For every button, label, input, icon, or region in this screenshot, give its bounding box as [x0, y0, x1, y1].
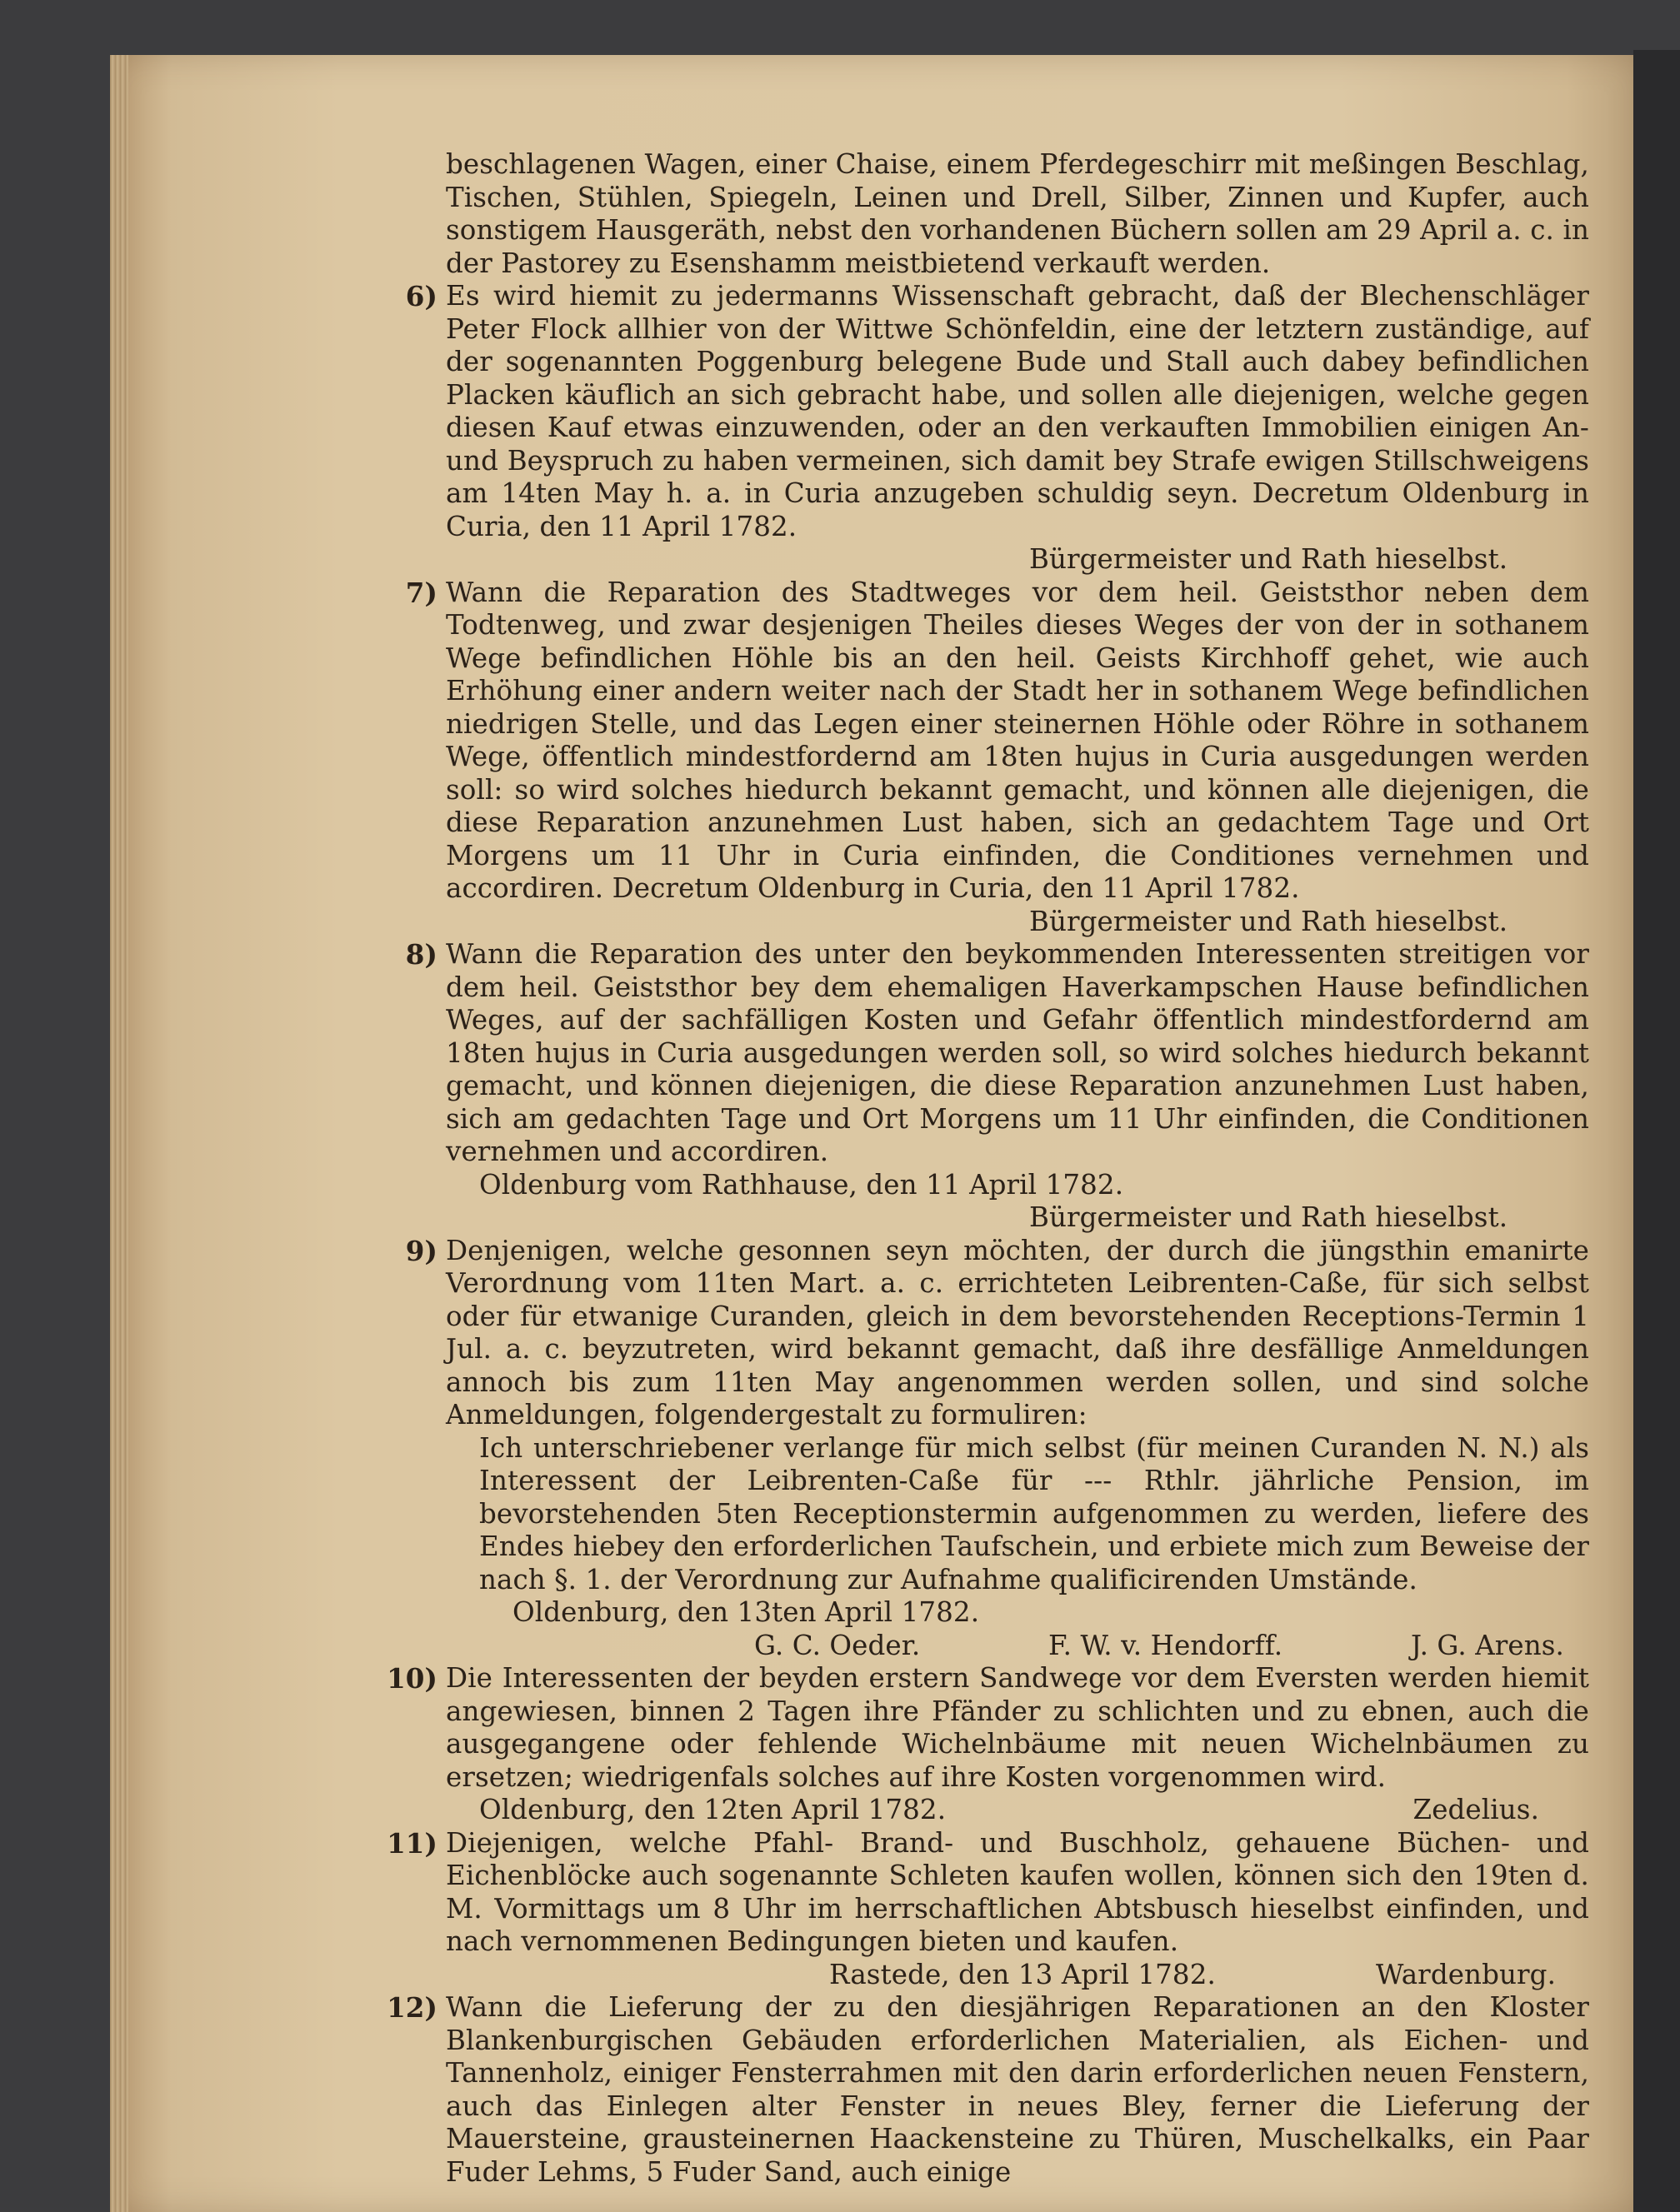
entry-9	[405, 1234, 1589, 1663]
entry-dateline: Rastede, den 13 April 1782.	[829, 1958, 1216, 1990]
entry-signature: Wardenburg.	[1376, 1958, 1556, 1990]
entry-number: 8)	[405, 938, 438, 971]
entry-dateline: Oldenburg, den 12ten April 1782.	[479, 1794, 947, 1825]
entry-text: Wann die Reparation des Stadtweges vor dem heil. Geiststhor neben dem Todtenweg, und zwar desjenigen Theiles dieses Weges der von der in sothanem Wege befindlichen Höhle bis an den heil. Geists Kirchhoff gehet, wie auch Erhöhung einer andern weiter nach der Stadt her in sothanem Wege befindlichen niedrigen Stelle, und das Legen einer steinernen Höhle oder Röhre in sothanem Wege, öffentlich mindestfordernd am 18ten hujus in Curia ausgedungen werden soll: so wird solches hiedurch bekannt gemacht, und können alle diejenigen, die diese Reparation anzunehmen Lust haben, sich an gedachtem Tage und Ort Morgens um 11 Uhr in Curia einfinden, die Conditiones vernehmen und accordiren. Decretum Oldenburg in Curia, den 11 April 1782.	[446, 576, 1589, 904]
entry-6	[405, 280, 1589, 577]
entry-text: Wann die Lieferung der zu den diesjährigen Reparationen an den Kloster Blankenburgischen Gebäuden erforderlichen Materialien, als Eichen- und Tannenholz, einiger Fensterrahmen mit den darin erforderlichen neuen Fenstern, auch das Einlegen alter Fenster in neues Bley, ferner die Lieferung der Mauersteine, grausteinernen Haackensteine zu Thüren, Muschelkalks, ein Paar Fuder Lehms, 5 Fuder Sand, auch einige	[446, 1991, 1589, 2188]
entry-dateline: Oldenburg, den 13ten April 1782.	[512, 1596, 980, 1628]
entry-quote: Ich unterschriebener verlange für mich selbst (für meinen Curanden N. N.) als Interessent der Leibrenten-Caße für --- Rthlr. jährliche Pension, im bevorstehenden 5ten Receptionstermin aufgenommen zu werden, liefere des Endes hiebey den erforderlichen Taufschein, und erbiete mich zum Beweise der nach §. 1. der Verordnung zur Aufnahme qualificirenden Umstände.	[479, 1431, 1589, 1595]
entry-text: Denjenigen, welche gesonnen seyn möchten, der durch die jüngsthin emanirte Verordnung vom 11ten Mart. a. c. errichteten Leibrenten-Caße, für sich selbst oder für etwanige Curanden, gleich in dem bevorstehenden Receptions-Termin 1 Jul. a. c. beyzutreten, wird bekannt gemacht, daß ihre desfällige Anmeldungen annoch bis zum 11ten May angenommen werden sollen, und sind solche Anmeldungen, folgendergestalt zu formuliren:	[446, 1234, 1589, 1431]
entry-7	[405, 576, 1589, 939]
entry-text: Wann die Reparation des unter den beykommenden Interessenten streitigen vor dem heil. Geiststhor bey dem ehemaligen Haverkampschen Hause befindlichen Weges, auf der sachfälligen Kosten und Gefahr öffentlich mindestfordernd am 18ten hujus in Curia ausgedungen werden soll, so wird solches hiedurch bekannt gemacht, und können diejenigen, die diese Reparation anzunehmen Lust haben, sich am gedachten Tage und Ort Morgens um 11 Uhr einfinden, die Conditionen vernehmen und accordiren.	[446, 938, 1589, 1167]
entry-signature: Bürgermeister und Rath hieselbst.	[1029, 543, 1508, 575]
entry-signature: Zedelius.	[1412, 1794, 1539, 1825]
entry-number: 9)	[405, 1234, 438, 1267]
signatory-arens: J. G. Arens.	[1410, 1629, 1564, 1661]
signatories-row	[446, 1630, 1589, 1663]
entry-footer	[446, 1794, 1589, 1827]
entry-number: 12)	[387, 1991, 438, 2024]
signatory-hendorff: F. W. v. Hendorff.	[1048, 1629, 1283, 1661]
book-spine-shadow	[1633, 50, 1680, 2212]
signatory-oeder: G. C. Oeder.	[754, 1629, 921, 1661]
entry-dateline: Oldenburg vom Rathhause, den 11 April 1782.	[479, 1168, 1124, 1201]
page-text	[387, 148, 1589, 2189]
entry-10	[387, 1662, 1589, 1827]
entry-text: Die Interessenten der beyden erstern Sandwege vor dem Eversten werden hiemit angewiesen, binnen 2 Tagen ihre Pfänder zu schlichten und zu ebnen, auch die ausgegangene oder fehlende Wichelnbäume mit neuen Wichelnbäumen zu ersetzen; wiedrigenfals solches auf ihre Kosten vorgenommen wird.	[446, 1662, 1589, 1793]
entry-text: Es wird hiemit zu jedermanns Wissenschaft gebracht, daß der Blechenschläger Peter Flock allhier von der Wittwe Schönfeldin, eine der letztern zuständige, auf der sogenannten Poggenburg belegene Bude und Stall auch dabey befindlichen Placken käuflich an sich gebracht habe, und sollen alle diejenigen, welche gegen diesen Kauf etwas einzuwenden, oder an den verkauften Immobilien einigen An- und Beyspruch zu haben vermeinen, sich damit bey Strafe ewigen Stillschweigens am 14ten May h. a. in Curia anzugeben schuldig seyn. Decretum Oldenburg in Curia, den 11 April 1782.	[446, 280, 1589, 542]
entry-number: 7)	[405, 576, 438, 609]
entry-12	[387, 1991, 1589, 2189]
intro-paragraph: beschlagenen Wagen, einer Chaise, einem Pferdegeschirr mit meßingen Beschlag, Tischen, Stühlen, Spiegeln, Leinen und Drell, Silber, Zinnen und Kupfer, auch sonstigem Hausgeräth, nebst den vorhandenen Büchern sollen am 29 April a. c. in der Pastorey zu Esenshamm meistbietend verkauft werden.	[446, 148, 1589, 279]
entry-number: 6)	[405, 280, 438, 312]
entry-8	[405, 938, 1589, 1235]
entry-signature: Bürgermeister und Rath hieselbst.	[1029, 1201, 1508, 1233]
entry-number: 11)	[387, 1826, 438, 1860]
entry-footer	[446, 1959, 1589, 1992]
page-edge-stack	[110, 55, 128, 2212]
entry-number: 10)	[387, 1662, 438, 1695]
entry-11	[387, 1826, 1589, 1992]
entry-text: Diejenigen, welche Pfahl- Brand- und Buschholz, gehauene Büchen- und Eichenblöcke auch sogenannte Schleten kaufen wollen, können sich den 19ten d. M. Vormittags um 8 Uhr im herrschaftlichen Abtsbusch hieselbst einfinden, und nach vernommenen Bedingungen bieten und kaufen.	[446, 1826, 1589, 1957]
entry-signature: Bürgermeister und Rath hieselbst.	[1029, 905, 1508, 937]
